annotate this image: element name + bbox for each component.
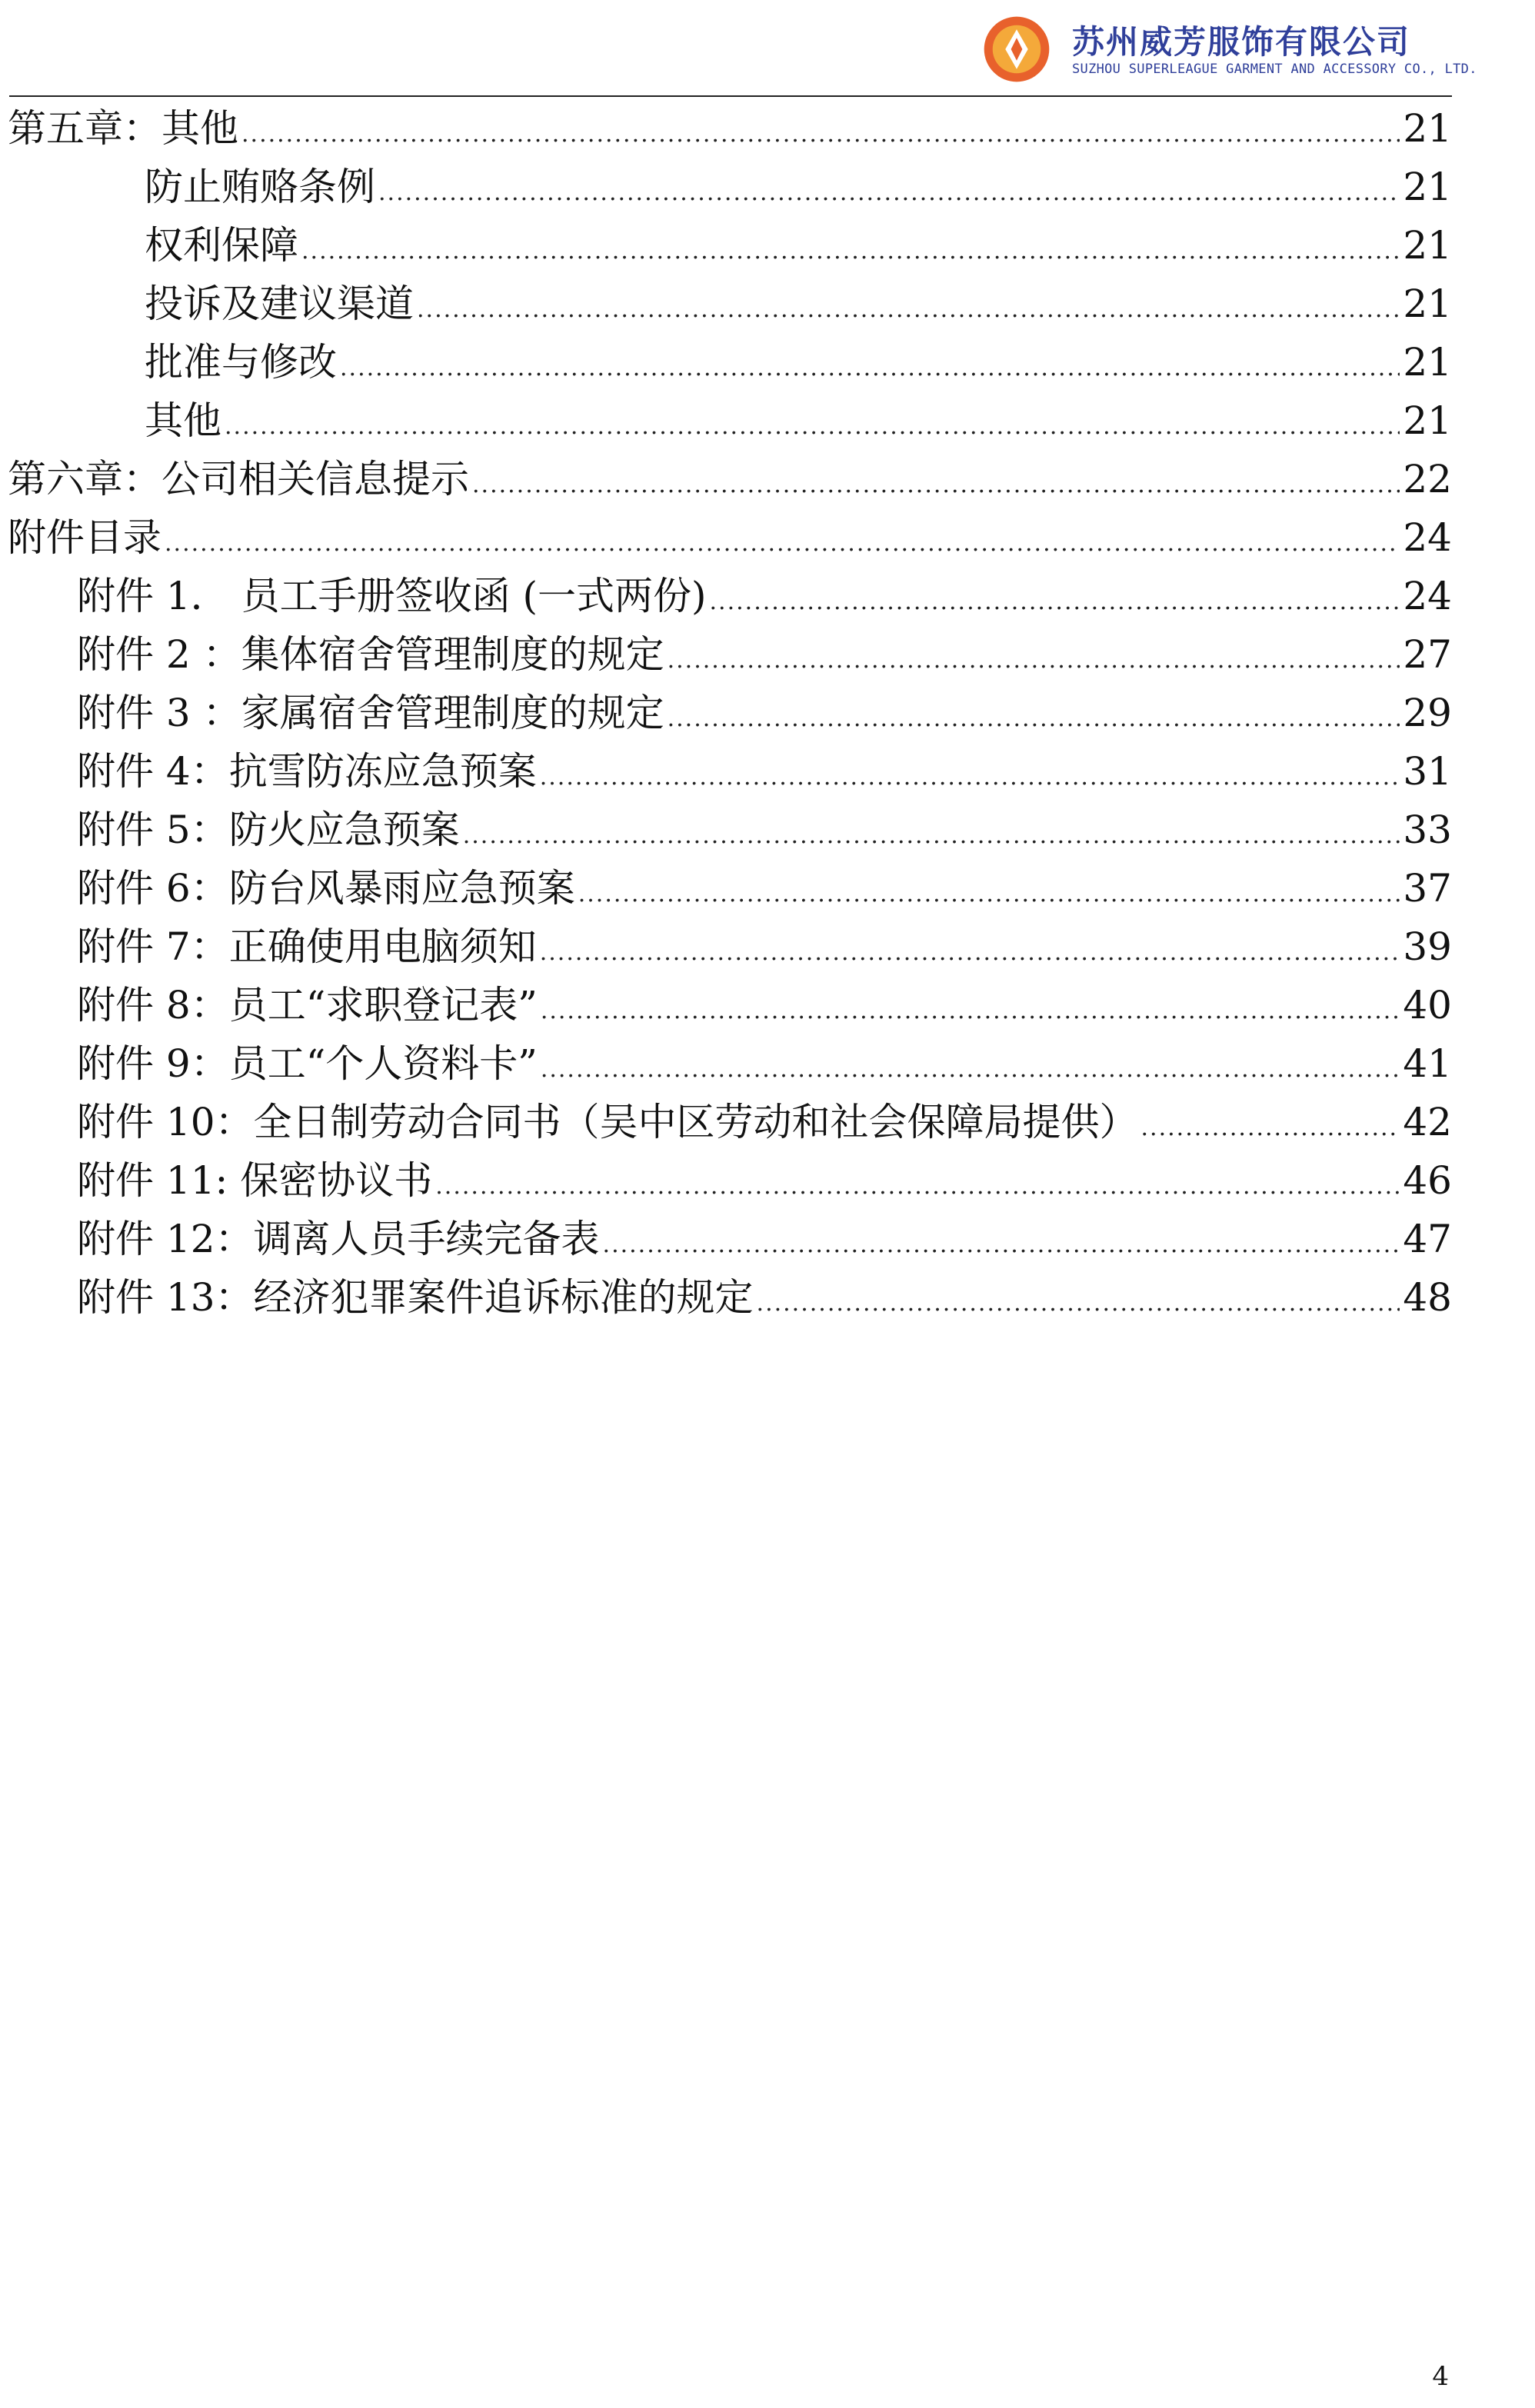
company-name-en: SUZHOU SUPERLEAGUE GARMENT AND ACCESSORY CO., LTD. xyxy=(1072,62,1477,77)
toc-entry-title: 附件 9：员工“个人资料卡” xyxy=(77,1041,538,1086)
toc-entry-title: 附件 6：防台风暴雨应急预案 xyxy=(77,866,575,911)
toc-entry-title: 附件 4：抗雪防冻应急预案 xyxy=(77,749,537,794)
toc-entry-title: 附件 2 ：集体宿舍管理制度的规定 xyxy=(77,632,664,677)
toc-dot-leader xyxy=(541,1043,1400,1097)
page-number: 4 xyxy=(1432,2361,1449,2392)
toc-entry[interactable] xyxy=(77,686,1452,740)
toc-entry[interactable] xyxy=(145,218,1452,272)
toc-entry[interactable] xyxy=(77,1271,1452,1324)
toc-entry[interactable] xyxy=(77,628,1452,681)
toc-entry[interactable] xyxy=(77,1095,1452,1149)
toc-entry[interactable] xyxy=(77,744,1452,798)
toc-entry-title: 其他 xyxy=(145,398,221,443)
toc-entry-page: 46 xyxy=(1403,1158,1452,1203)
toc-entry-page: 31 xyxy=(1403,749,1452,794)
toc-dot-leader xyxy=(540,751,1400,804)
toc-dot-leader xyxy=(668,692,1400,746)
toc-entry-page: 21 xyxy=(1403,165,1452,209)
toc-entry-title: 附件 7：正确使用电脑须知 xyxy=(77,924,537,969)
toc-entry-page: 21 xyxy=(1403,281,1452,326)
toc-entry-title: 附件 13：经济犯罪案件追诉标准的规定 xyxy=(77,1275,754,1320)
toc-entry[interactable] xyxy=(77,569,1452,623)
toc-dot-leader xyxy=(435,1160,1400,1214)
toc-dot-leader xyxy=(540,926,1400,980)
toc-entry-page: 24 xyxy=(1403,515,1452,560)
toc-dot-leader xyxy=(578,868,1400,921)
toc-entry-page: 21 xyxy=(1403,340,1452,385)
toc-entry-page: 21 xyxy=(1403,223,1452,268)
page-header xyxy=(0,0,1535,98)
toc-entry[interactable] xyxy=(77,920,1452,974)
toc-entry-title: 批准与修改 xyxy=(145,340,337,385)
toc-entry[interactable] xyxy=(77,1154,1452,1207)
toc-dot-leader xyxy=(710,575,1400,629)
toc-entry-title: 附件 3 ：家属宿舍管理制度的规定 xyxy=(77,691,664,735)
toc-entry[interactable] xyxy=(77,1037,1452,1091)
toc-entry-page: 39 xyxy=(1403,924,1452,969)
toc-entry[interactable] xyxy=(8,102,1452,155)
toc-entry-title: 附件目录 xyxy=(8,515,161,560)
toc-dot-leader xyxy=(472,458,1400,512)
toc-entry-page: 47 xyxy=(1403,1217,1452,1261)
toc-entry[interactable] xyxy=(145,277,1452,331)
toc-entry-title: 第五章：其他 xyxy=(8,106,238,151)
toc-entry-page: 33 xyxy=(1403,808,1452,852)
toc-entry-title: 附件 1． 员工手册签收函 (一式两份) xyxy=(77,574,707,618)
toc-dot-leader xyxy=(417,283,1400,337)
toc-dot-leader xyxy=(225,400,1400,454)
toc-entry-page: 48 xyxy=(1403,1275,1452,1320)
toc-entry-title: 防止贿赂条例 xyxy=(145,165,375,209)
toc-dot-leader xyxy=(603,1218,1400,1272)
toc-entry-title: 第六章：公司相关信息提示 xyxy=(8,457,469,501)
toc-dot-leader xyxy=(378,166,1400,220)
header-divider xyxy=(9,95,1452,97)
toc-dot-leader xyxy=(301,225,1400,278)
toc-entry[interactable] xyxy=(145,160,1452,214)
toc-dot-leader xyxy=(340,341,1400,395)
toc-entry[interactable] xyxy=(77,978,1452,1032)
toc-dot-leader xyxy=(463,809,1400,863)
toc-entry-page: 41 xyxy=(1403,1041,1452,1086)
toc-dot-leader xyxy=(668,634,1400,688)
toc-dot-leader xyxy=(757,1277,1400,1331)
toc-entry[interactable] xyxy=(145,394,1452,448)
toc-entry[interactable] xyxy=(145,335,1452,389)
toc-entry-page: 37 xyxy=(1403,866,1452,911)
toc-entry-title: 投诉及建议渠道 xyxy=(145,281,414,326)
toc-entry-page: 40 xyxy=(1403,983,1452,1027)
toc-dot-leader xyxy=(241,108,1400,162)
company-name-cn: 苏州威芳服饰有限公司 xyxy=(1072,23,1411,61)
toc-entry-title: 附件 12：调离人员手续完备表 xyxy=(77,1217,600,1261)
toc-dot-leader xyxy=(1141,1101,1400,1155)
toc-entry-page: 21 xyxy=(1403,106,1452,151)
toc-entry-page: 27 xyxy=(1403,632,1452,677)
toc-entry[interactable] xyxy=(77,1212,1452,1266)
toc-dot-leader xyxy=(541,984,1400,1038)
toc-entry-title: 附件 5：防火应急预案 xyxy=(77,808,460,852)
toc-entry-title: 附件 11: 保密协议书 xyxy=(77,1158,433,1203)
toc-entry-title: 附件 10：全日制劳动合同书（吴中区劳动和社会保障局提供） xyxy=(77,1100,1138,1144)
toc-entry-page: 42 xyxy=(1403,1100,1452,1144)
toc-entry-page: 22 xyxy=(1403,457,1452,501)
toc-entry[interactable] xyxy=(77,803,1452,857)
toc-entry[interactable] xyxy=(77,861,1452,915)
toc-entry-page: 21 xyxy=(1403,398,1452,443)
toc-entry-title: 权利保障 xyxy=(145,223,298,268)
company-logo-icon xyxy=(981,14,1052,85)
toc-dot-leader xyxy=(165,517,1400,571)
toc-entry-page: 24 xyxy=(1403,574,1452,618)
toc-entry[interactable] xyxy=(8,511,1452,565)
toc-entry[interactable] xyxy=(8,452,1452,506)
toc-entry-page: 29 xyxy=(1403,691,1452,735)
toc-entry-title: 附件 8：员工“求职登记表” xyxy=(77,983,538,1027)
